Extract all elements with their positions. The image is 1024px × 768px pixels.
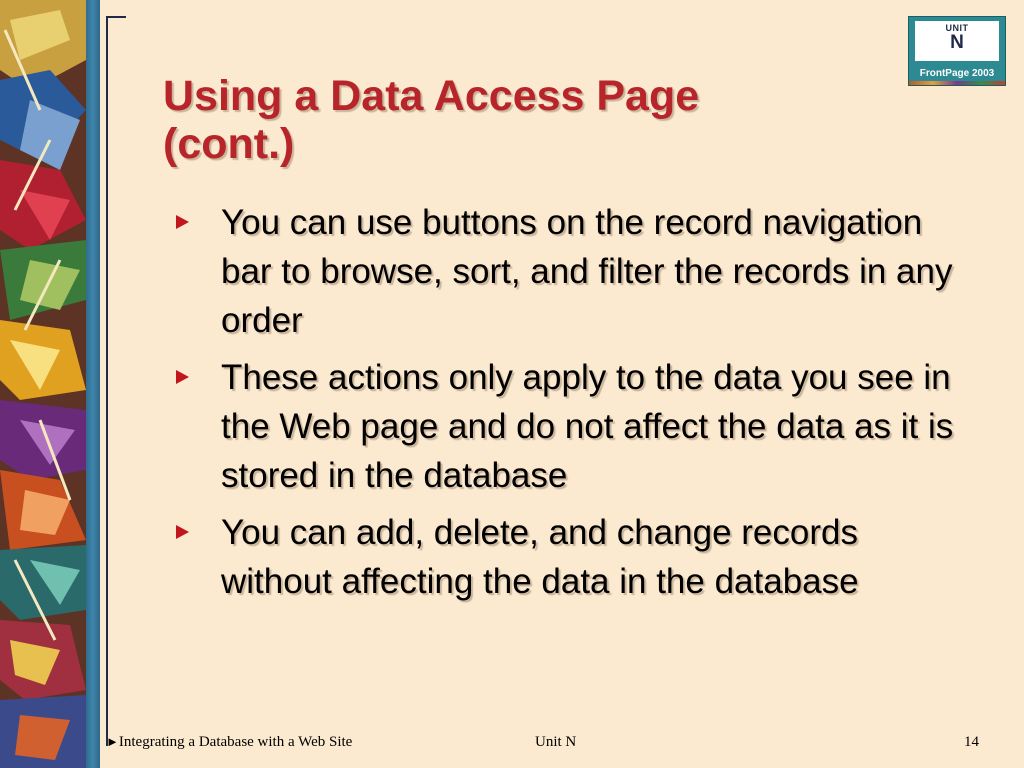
footer-course-title: Integrating a Database with a Web Site xyxy=(118,734,353,750)
bullet-text: These actions only apply to the data you see in the Web page and do not affect the data as it is stored in the database xyxy=(221,358,954,495)
decorative-painting-strip xyxy=(0,0,86,768)
bullet-arrow-icon xyxy=(176,215,189,229)
content-bracket xyxy=(106,16,126,746)
unit-badge xyxy=(908,16,1006,86)
badge-product-name: FrontPage 2003 xyxy=(919,68,995,79)
bullet-arrow-icon xyxy=(176,525,189,539)
footer-left xyxy=(106,734,352,751)
bullet-item xyxy=(176,508,976,606)
slide-title-line-2: (cont.) xyxy=(163,120,295,168)
badge-decorative-stripe xyxy=(909,81,1005,85)
bullet-list xyxy=(176,198,976,614)
badge-label-box xyxy=(915,21,999,61)
bullet-item xyxy=(176,353,976,500)
footer-unit: Unit N xyxy=(535,734,577,750)
slide-title-line-1: Using a Data Access Page xyxy=(163,72,700,120)
bullet-item xyxy=(176,198,976,345)
slide-footer xyxy=(106,734,986,756)
footer-page-number: 14 xyxy=(964,734,979,750)
bullet-arrow-icon xyxy=(176,370,189,384)
bullet-text: You can use buttons on the record navigation bar to browse, sort, and filter the records in any order xyxy=(221,203,953,340)
accent-bar xyxy=(86,0,100,768)
badge-unit-label: UNIT xyxy=(945,23,969,33)
footer-arrow-icon: ► xyxy=(106,734,119,749)
slide-title xyxy=(163,72,863,168)
badge-unit-letter: N xyxy=(950,32,964,53)
bullet-text: You can add, delete, and change records without affecting the data in the database xyxy=(221,513,859,601)
